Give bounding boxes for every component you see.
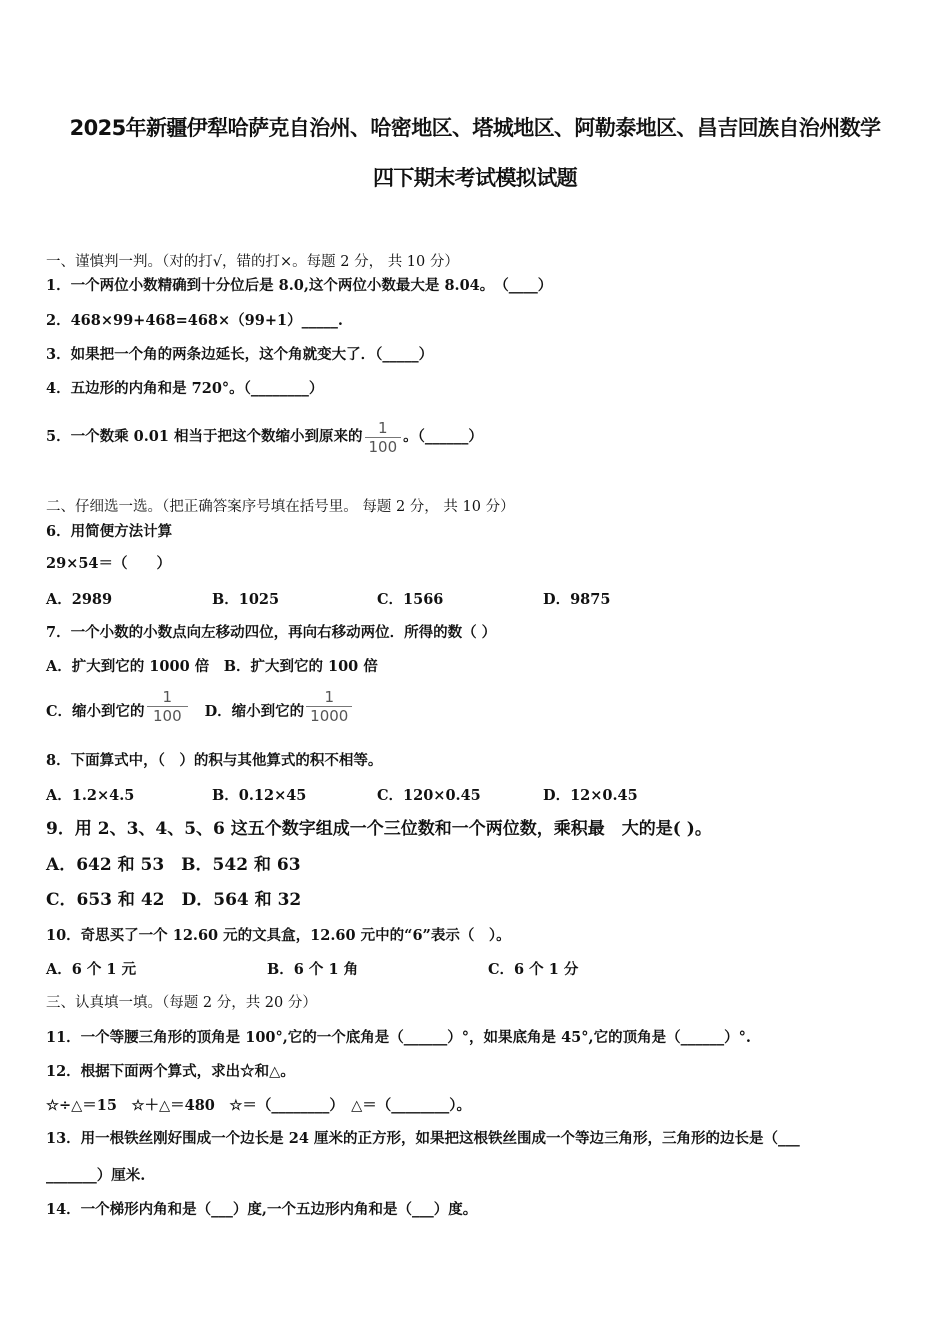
section1-heading: 一、谨慎判一判。（对的打√，错的打×。每题 2 分， 共 10 分） (46, 254, 459, 270)
question-10-option-c: C．6 个 1 分 (488, 961, 579, 978)
fraction-numerator: 1 (324, 687, 335, 706)
question-11: 11．一个等腰三角形的顶角是 100°,它的一个底角是（______）°，如果底角是 45°,它的顶角是（______）°. (46, 1029, 751, 1046)
question-9-options-cd: C．653 和 42 D．564 和 32 (46, 890, 302, 910)
fraction-1-1000 (306, 688, 352, 725)
question-4: 4．五边形的内角和是 720°。（________） (46, 380, 324, 397)
question-7-option-c: C．缩小到它的 (46, 703, 145, 720)
fraction-numerator: 1 (378, 418, 388, 437)
question-8-option-a: A．1.2×4.5 (46, 787, 135, 804)
question-13-line1: 13．用一根铁丝刚好围成一个边长是 24 厘米的正方形，如果把这根铁丝围成一个等边三角形，三角形的边长是（___ (46, 1130, 800, 1147)
fraction-1-100 (365, 419, 402, 456)
question-14: 14．一个梯形内角和是（___）度,一个五边形内角和是（___）度。 (46, 1201, 478, 1218)
fraction-denominator: 1000 (310, 706, 349, 725)
question-7-options-cd (46, 687, 354, 734)
question-12-stem: 12．根据下面两个算式，求出☆和△。 (46, 1063, 295, 1080)
question-8-option-d: D．12×0.45 (543, 787, 638, 804)
fraction-1-100 (147, 688, 189, 725)
question-8-stem: 8．下面算式中，（ ）的积与其他算式的积不相等。 (46, 752, 383, 769)
question-5-text: 5．一个数乘 0.01 相当于把这个数缩小到原来的 (46, 428, 363, 445)
question-6-option-d: D．9875 (543, 591, 611, 608)
question-6-expression: 29×54＝（ ） (46, 555, 172, 572)
question-8-option-b: B．0.12×45 (212, 787, 307, 804)
question-6-option-a: A．2989 (46, 591, 113, 608)
question-10-option-b: B．6 个 1 角 (267, 961, 359, 978)
question-1: 1．一个两位小数精确到十分位后是 8.0,这个两位小数最大是 8.04。 （____） (46, 277, 553, 294)
question-5-blank: 。（______） (403, 428, 483, 445)
question-12-expression: ☆÷△＝15 ☆＋△＝480 ☆＝（________） △＝（________）。 (46, 1097, 472, 1114)
question-10-stem: 10．奇思买了一个 12.60 元的文具盒，12.60 元中的“6”表示（ ）。 (46, 927, 511, 944)
question-6-option-b: B．1025 (212, 591, 280, 608)
section3-heading: 三、认真填一填。（每题 2 分，共 20 分） (46, 995, 317, 1011)
page-title-line1: 2025年新疆伊犁哈萨克自治州、哈密地区、塔城地区、阿勒泰地区、昌吉回族自治州数学 (69, 116, 881, 140)
question-9-options-ab: A．642 和 53 B．542 和 63 (46, 855, 301, 875)
question-3: 3．如果把一个角的两条边延长，这个角就变大了．（_____） (46, 346, 434, 363)
question-8-option-c: C．120×0.45 (377, 787, 481, 804)
fraction-denominator: 100 (368, 437, 398, 456)
question-5 (46, 414, 483, 460)
page-title-line2: 四下期末考试模拟试题 (373, 166, 577, 190)
question-7-options-ab: A．扩大到它的 1000 倍 B．扩大到它的 100 倍 (46, 658, 378, 675)
question-10-option-a: A．6 个 1 元 (46, 961, 137, 978)
question-9-stem: 9．用 2、3、4、5、6 这五个数字组成一个三位数和一个两位数，乘积最 大的是( )。 (46, 819, 712, 839)
question-7-option-d: D．缩小到它的 (204, 703, 305, 720)
fraction-denominator: 100 (153, 706, 182, 725)
question-6-option-c: C．1566 (377, 591, 444, 608)
question-6-stem: 6．用简便方法计算 (46, 523, 173, 540)
question-13-line2: _______）厘米. (46, 1167, 146, 1184)
fraction-numerator: 1 (162, 687, 173, 706)
section2-heading: 二、仔细选一选。（把正确答案序号填在括号里。 每题 2 分， 共 10 分） (46, 499, 515, 515)
question-2: 2．468×99+468=468×（99+1）_____. (46, 312, 343, 329)
question-7-stem: 7．一个小数的小数点向左移动四位，再向右移动两位．所得的数（ ） (46, 624, 497, 641)
